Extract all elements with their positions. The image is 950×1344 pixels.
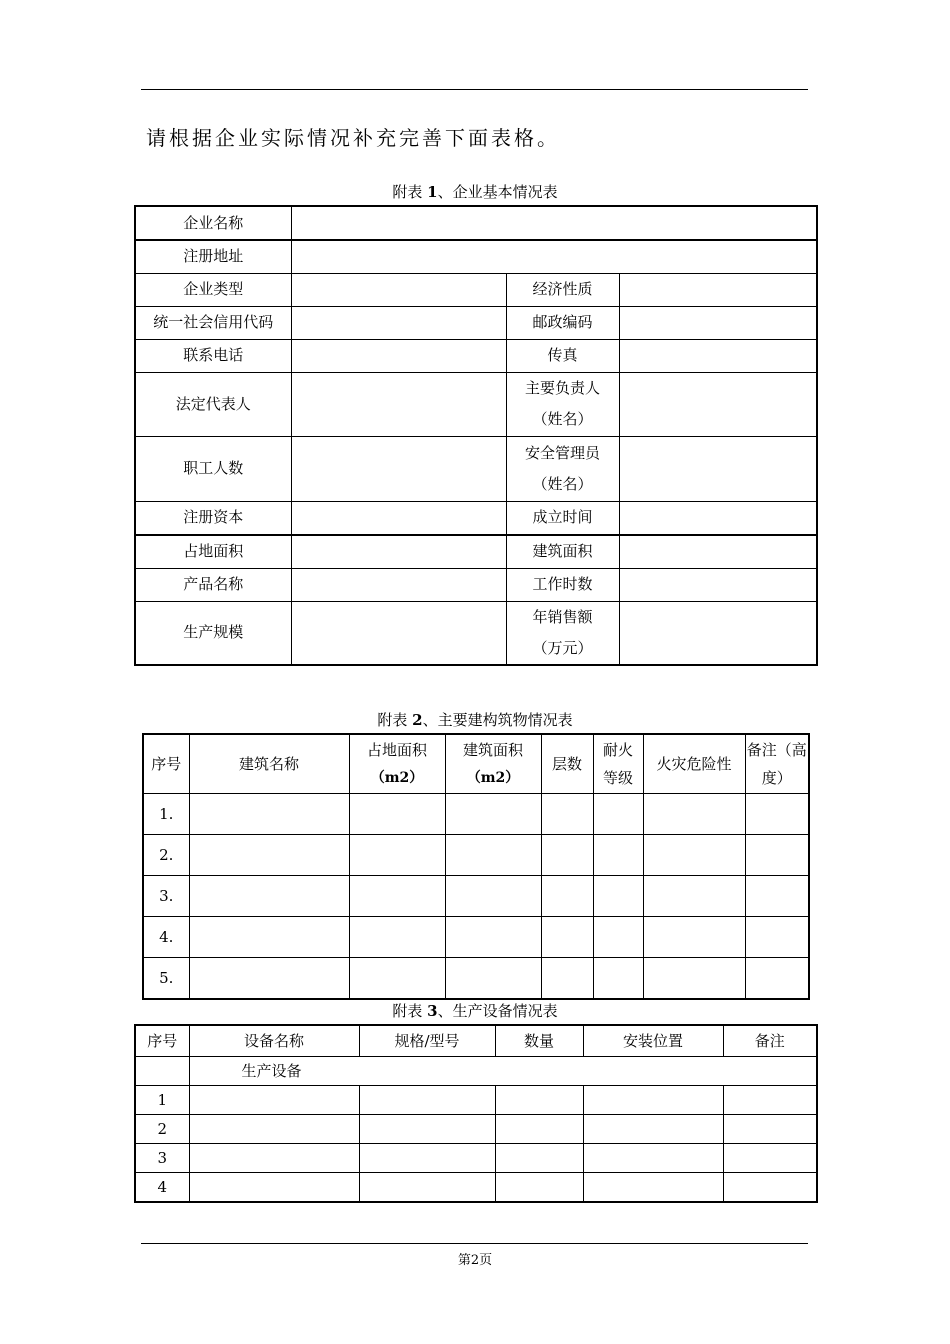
principal-label-line2: （姓名） xyxy=(532,410,593,428)
table-row xyxy=(143,957,809,999)
table-cell[interactable] xyxy=(189,957,349,999)
table-cell[interactable] xyxy=(359,1172,495,1202)
header-building-area-line1: 建筑面积 xyxy=(462,740,523,759)
table-cell[interactable] xyxy=(189,1114,359,1143)
header-fire-rating xyxy=(593,734,643,793)
registered-address-cell[interactable] xyxy=(291,240,817,273)
table-cell[interactable] xyxy=(359,1114,495,1143)
enterprise-name-label: 企业名称 xyxy=(135,206,291,240)
header-seq: 序号 xyxy=(135,1025,189,1056)
table-cell[interactable] xyxy=(745,957,809,999)
row-number: 4. xyxy=(143,916,189,957)
product-name-cell[interactable] xyxy=(291,568,506,601)
table-cell[interactable] xyxy=(541,875,593,916)
table-cell[interactable] xyxy=(643,834,745,875)
enterprise-info-table xyxy=(134,205,818,666)
table-cell[interactable] xyxy=(593,793,643,834)
principal-cell[interactable] xyxy=(619,372,817,436)
safety-manager-label-line1: 安全管理员 xyxy=(524,443,600,462)
table-row xyxy=(135,1172,817,1202)
row-number: 4 xyxy=(135,1172,189,1202)
table-cell[interactable] xyxy=(643,793,745,834)
header-land-area xyxy=(349,734,445,793)
section-label: 生产设备 xyxy=(189,1056,817,1085)
table-cell[interactable] xyxy=(495,1172,583,1202)
header-equipment-name: 设备名称 xyxy=(189,1025,359,1056)
header-location: 安装位置 xyxy=(583,1025,723,1056)
land-area-label: 占地面积 xyxy=(135,535,291,568)
production-scale-cell[interactable] xyxy=(291,601,506,665)
table1-caption-prefix: 附表 xyxy=(392,183,423,201)
principal-label xyxy=(506,372,619,436)
table-cell[interactable] xyxy=(541,793,593,834)
equipment-table xyxy=(134,1024,818,1203)
table-row xyxy=(143,875,809,916)
work-hours-cell[interactable] xyxy=(619,568,817,601)
postcode-label: 邮政编码 xyxy=(506,306,619,339)
staff-count-cell[interactable] xyxy=(291,436,506,501)
table-cell[interactable] xyxy=(583,1172,723,1202)
table1-caption-number: 1 xyxy=(427,183,438,201)
row-number: 2 xyxy=(135,1114,189,1143)
table-row xyxy=(135,1085,817,1114)
table-cell[interactable] xyxy=(445,916,541,957)
production-scale-label: 生产规模 xyxy=(135,601,291,665)
table-cell[interactable] xyxy=(745,834,809,875)
economic-nature-cell[interactable] xyxy=(619,273,817,306)
table-cell[interactable] xyxy=(593,875,643,916)
table-cell[interactable] xyxy=(723,1143,817,1172)
table-cell[interactable] xyxy=(541,834,593,875)
header-fire-rating-line2: 等级 xyxy=(602,768,633,787)
row-number: 5. xyxy=(143,957,189,999)
header-remark-line1: 备注（高 xyxy=(746,740,807,759)
row-number: 3. xyxy=(143,875,189,916)
table-cell[interactable] xyxy=(349,875,445,916)
safety-manager-cell[interactable] xyxy=(619,436,817,501)
header-building-area xyxy=(445,734,541,793)
header-remark xyxy=(745,734,809,793)
header-building-name: 建筑名称 xyxy=(189,734,349,793)
table-cell[interactable] xyxy=(189,1172,359,1202)
enterprise-name-cell[interactable] xyxy=(291,206,817,240)
row-number: 1. xyxy=(143,793,189,834)
table-cell[interactable] xyxy=(495,1114,583,1143)
table-row xyxy=(135,1114,817,1143)
table-cell[interactable] xyxy=(445,793,541,834)
economic-nature-label: 经济性质 xyxy=(506,273,619,306)
header-spec: 规格/型号 xyxy=(359,1025,495,1056)
table-cell[interactable] xyxy=(189,793,349,834)
table2-caption-prefix: 附表 xyxy=(377,711,408,729)
header-rule xyxy=(141,89,808,90)
table-cell[interactable] xyxy=(723,1114,817,1143)
table-cell[interactable] xyxy=(359,1085,495,1114)
table-row xyxy=(143,916,809,957)
safety-manager-label-line2: （姓名） xyxy=(532,474,593,493)
legal-representative-cell[interactable] xyxy=(291,372,506,436)
header-remark-line2: 度） xyxy=(761,768,792,787)
table-cell[interactable] xyxy=(593,834,643,875)
phone-label: 联系电话 xyxy=(135,339,291,372)
safety-manager-label xyxy=(506,436,619,501)
table-cell[interactable] xyxy=(723,1172,817,1202)
enterprise-type-cell[interactable] xyxy=(291,273,506,306)
row-number: 1 xyxy=(135,1085,189,1114)
table-cell[interactable] xyxy=(445,875,541,916)
footer-rule xyxy=(141,1243,808,1244)
header-seq: 序号 xyxy=(143,734,189,793)
row-number: 2. xyxy=(143,834,189,875)
table-cell[interactable] xyxy=(745,793,809,834)
header-quantity: 数量 xyxy=(495,1025,583,1056)
founded-date-label: 成立时间 xyxy=(506,501,619,535)
table1-caption xyxy=(0,181,950,202)
page-number: 第2页 xyxy=(457,1253,493,1268)
table-cell[interactable] xyxy=(189,875,349,916)
registered-capital-label: 注册资本 xyxy=(135,501,291,535)
table-cell[interactable] xyxy=(541,957,593,999)
table-cell[interactable] xyxy=(583,1114,723,1143)
table3-caption-prefix: 附表 xyxy=(392,1002,423,1020)
fax-cell[interactable] xyxy=(619,339,817,372)
annual-sales-label xyxy=(506,601,619,665)
header-building-area-unit: （m2） xyxy=(466,769,520,786)
table-cell[interactable] xyxy=(723,1085,817,1114)
table-cell[interactable] xyxy=(583,1085,723,1114)
section-seq-cell xyxy=(135,1056,189,1085)
table2-caption-title: 、主要建构筑物情况表 xyxy=(422,711,573,729)
postcode-cell[interactable] xyxy=(619,306,817,339)
credit-code-cell[interactable] xyxy=(291,306,506,339)
header-fire-rating-line1: 耐火 xyxy=(602,740,633,759)
table-cell[interactable] xyxy=(349,957,445,999)
table-cell[interactable] xyxy=(541,916,593,957)
annual-sales-cell[interactable] xyxy=(619,601,817,665)
instruction-text: 请根据企业实际情况补充完善下面表格。 xyxy=(146,126,560,150)
table3-caption-number: 3 xyxy=(427,1002,438,1020)
header-land-area-line1: 占地面积 xyxy=(366,740,427,759)
header-remark: 备注 xyxy=(723,1025,817,1056)
annual-sales-label-line1: 年销售额 xyxy=(532,607,593,626)
table3-caption-title: 、生产设备情况表 xyxy=(437,1002,558,1020)
table-cell[interactable] xyxy=(583,1143,723,1172)
table-cell[interactable] xyxy=(359,1143,495,1172)
building-area-label: 建筑面积 xyxy=(506,535,619,568)
table-cell[interactable] xyxy=(349,793,445,834)
table-cell[interactable] xyxy=(745,916,809,957)
header-land-area-unit: （m2） xyxy=(370,769,424,786)
row-number: 3 xyxy=(135,1143,189,1172)
table-row xyxy=(135,1143,817,1172)
table-cell[interactable] xyxy=(593,916,643,957)
table-cell[interactable] xyxy=(745,875,809,916)
header-fire-hazard: 火灾危险性 xyxy=(643,734,745,793)
table-cell[interactable] xyxy=(495,1143,583,1172)
table-row xyxy=(143,834,809,875)
staff-count-label: 职工人数 xyxy=(135,436,291,501)
annual-sales-label-line2: （万元） xyxy=(532,638,593,657)
principal-label-line1: 主要负责人 xyxy=(524,379,600,397)
table-cell[interactable] xyxy=(593,957,643,999)
land-area-cell[interactable] xyxy=(291,535,506,568)
registered-address-label: 注册地址 xyxy=(135,240,291,273)
fax-label: 传真 xyxy=(506,339,619,372)
table-cell[interactable] xyxy=(643,957,745,999)
registered-capital-cell[interactable] xyxy=(291,501,506,535)
phone-cell[interactable] xyxy=(291,339,506,372)
enterprise-type-label: 企业类型 xyxy=(135,273,291,306)
table1-caption-title: 、企业基本情况表 xyxy=(437,183,558,201)
header-floors: 层数 xyxy=(541,734,593,793)
table-cell[interactable] xyxy=(495,1085,583,1114)
table2-caption xyxy=(0,709,950,730)
table3-caption xyxy=(0,1000,950,1021)
product-name-label: 产品名称 xyxy=(135,568,291,601)
table-cell[interactable] xyxy=(189,1143,359,1172)
table-cell[interactable] xyxy=(189,1085,359,1114)
table-cell[interactable] xyxy=(445,834,541,875)
work-hours-label: 工作时数 xyxy=(506,568,619,601)
table-cell[interactable] xyxy=(189,916,349,957)
credit-code-label: 统一社会信用代码 xyxy=(135,306,291,339)
founded-date-cell[interactable] xyxy=(619,501,817,535)
table-cell[interactable] xyxy=(643,875,745,916)
table-cell[interactable] xyxy=(189,834,349,875)
table-cell[interactable] xyxy=(643,916,745,957)
buildings-table xyxy=(142,733,810,1000)
building-area-cell[interactable] xyxy=(619,535,817,568)
table-cell[interactable] xyxy=(445,957,541,999)
legal-representative-label: 法定代表人 xyxy=(135,372,291,436)
table2-caption-number: 2 xyxy=(412,711,423,729)
table-row xyxy=(143,793,809,834)
table-cell[interactable] xyxy=(349,834,445,875)
table-cell[interactable] xyxy=(349,916,445,957)
